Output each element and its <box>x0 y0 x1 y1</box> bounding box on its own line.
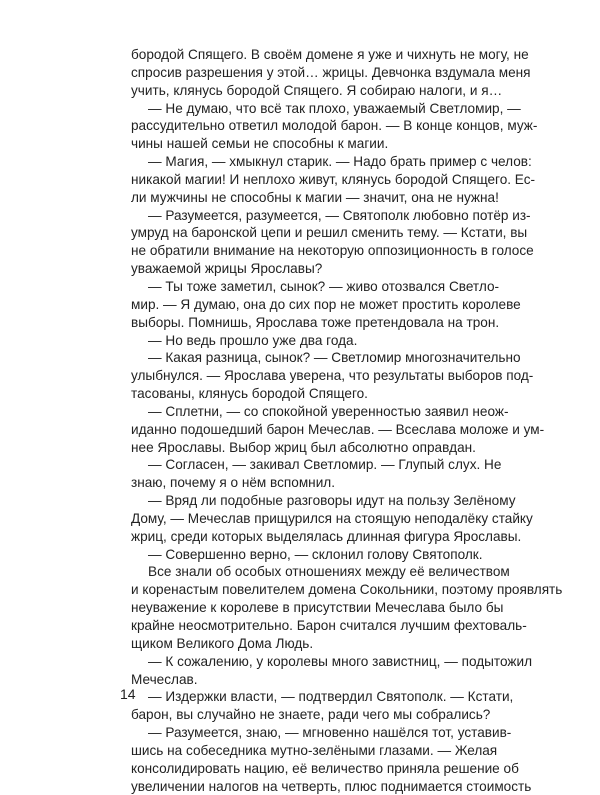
text-line: — Издержки власти, — подтвердил Святополк. — Кстати, <box>148 689 514 705</box>
text-line: — Ты тоже заметил, сынок? — живо отозвался Светло- <box>148 278 500 294</box>
text-line: — Какая разница, сынок? — Светломир многозначительно <box>148 350 521 366</box>
text-line: улыбнулся. — Ярослава уверена, что результаты выборов под- <box>131 368 534 384</box>
text-line: знаю, почему я о нём вспомнил. <box>131 475 335 491</box>
text-line: не обратили внимание на некоторую оппозиционность в голосе <box>131 243 534 259</box>
text-line: — Разумеется, разумеется, — Святополк любовно потёр из- <box>148 207 531 223</box>
text-line: Мечеслав. <box>131 671 198 687</box>
page-text <box>131 46 563 795</box>
text-line: учить, клянусь бородой Спящего. Я собираю налоги, и я… <box>131 82 503 98</box>
text-line: — Согласен, — закивал Светломир. — Глупый слух. Не <box>148 457 502 473</box>
text-line: Все знали об особых отношениях между её величеством <box>148 564 510 580</box>
text-line: рассудительно ответил молодой барон. — В конце концов, муж- <box>131 118 538 134</box>
text-line: и коренастым повелителем домена Сокольники, поэтому проявлять <box>131 582 563 598</box>
text-line: жриц, среди которых выделялась длинная фигура Ярославы. <box>131 528 522 544</box>
text-line: — Сплетни, — со спокойной уверенностью заявил неож- <box>148 403 509 419</box>
text-line: уважаемой жрицы Ярославы? <box>131 261 323 277</box>
text-line: тасованы, клянусь бородой Спящего. <box>131 386 368 402</box>
text-line: умруд на баронской цепи и решил сменить тему. — Кстати, вы <box>131 225 528 241</box>
text-line: выборы. Помнишь, Ярослава тоже претендовала на трон. <box>131 314 500 330</box>
text-line: никакой магии! И неплохо живут, клянусь бородой Спящего. Ес- <box>131 171 536 187</box>
text-line: иданно подошедший барон Мечеслав. — Всеслава моложе и ум- <box>131 421 545 437</box>
text-line: барон, вы случайно не знаете, ради чего мы собрались? <box>131 707 491 723</box>
text-line: бородой Спящего. В своём домене я уже и чихнуть не могу, не <box>131 47 529 62</box>
text-line: Дому, — Мечеслав прищурился на стоящую неподалёку стайку <box>131 510 533 526</box>
text-line: — Не думаю, что всё так плохо, уважаемый Светломир, — <box>148 100 521 116</box>
text-line: — Но ведь прошло уже два года. <box>148 332 358 348</box>
text-line: увеличении налогов на четверть, плюс поднимается стоимость <box>131 778 532 794</box>
text-line: ли мужчины не способны к магии — значит, она не нужна! <box>131 189 499 205</box>
text-line: спросив разрешения у этой… жрицы. Девчонка вздумала меня <box>131 64 531 80</box>
text-line: шись на собеседника мутно-зелёными глазами. — Желая <box>131 742 498 758</box>
text-line: мир. — Я думаю, она до сих пор не может простить королеве <box>131 296 521 312</box>
text-line: чины нашей семьи не способны к магии. <box>131 136 389 152</box>
page-number: 14 <box>120 686 136 702</box>
text-line: — Магия, — хмыкнул старик. — Надо брать пример с челов: <box>148 154 532 170</box>
text-line: неуважение к королеве в присутствии Мечеслава было бы <box>131 600 504 616</box>
text-line: консолидировать нацию, её величество приняла решение об <box>131 760 519 776</box>
text-line: нее Ярославы. Выбор жриц был абсолютно оправдан. <box>131 439 476 455</box>
text-line: щиком Великого Дома Людь. <box>131 635 314 651</box>
text-line: крайне неосмотрительно. Барон считался лучшим фехтоваль- <box>131 618 527 633</box>
text-line: — Совершенно верно, — склонил голову Святополк. <box>148 546 483 562</box>
text-line: — К сожалению, у королевы много завистниц, — подытожил <box>148 653 533 669</box>
text-line: — Разумеется, знаю, — мгновенно нашёлся тот, уставив- <box>148 725 512 741</box>
text-line: — Вряд ли подобные разговоры идут на пользу Зелёному <box>148 493 516 509</box>
